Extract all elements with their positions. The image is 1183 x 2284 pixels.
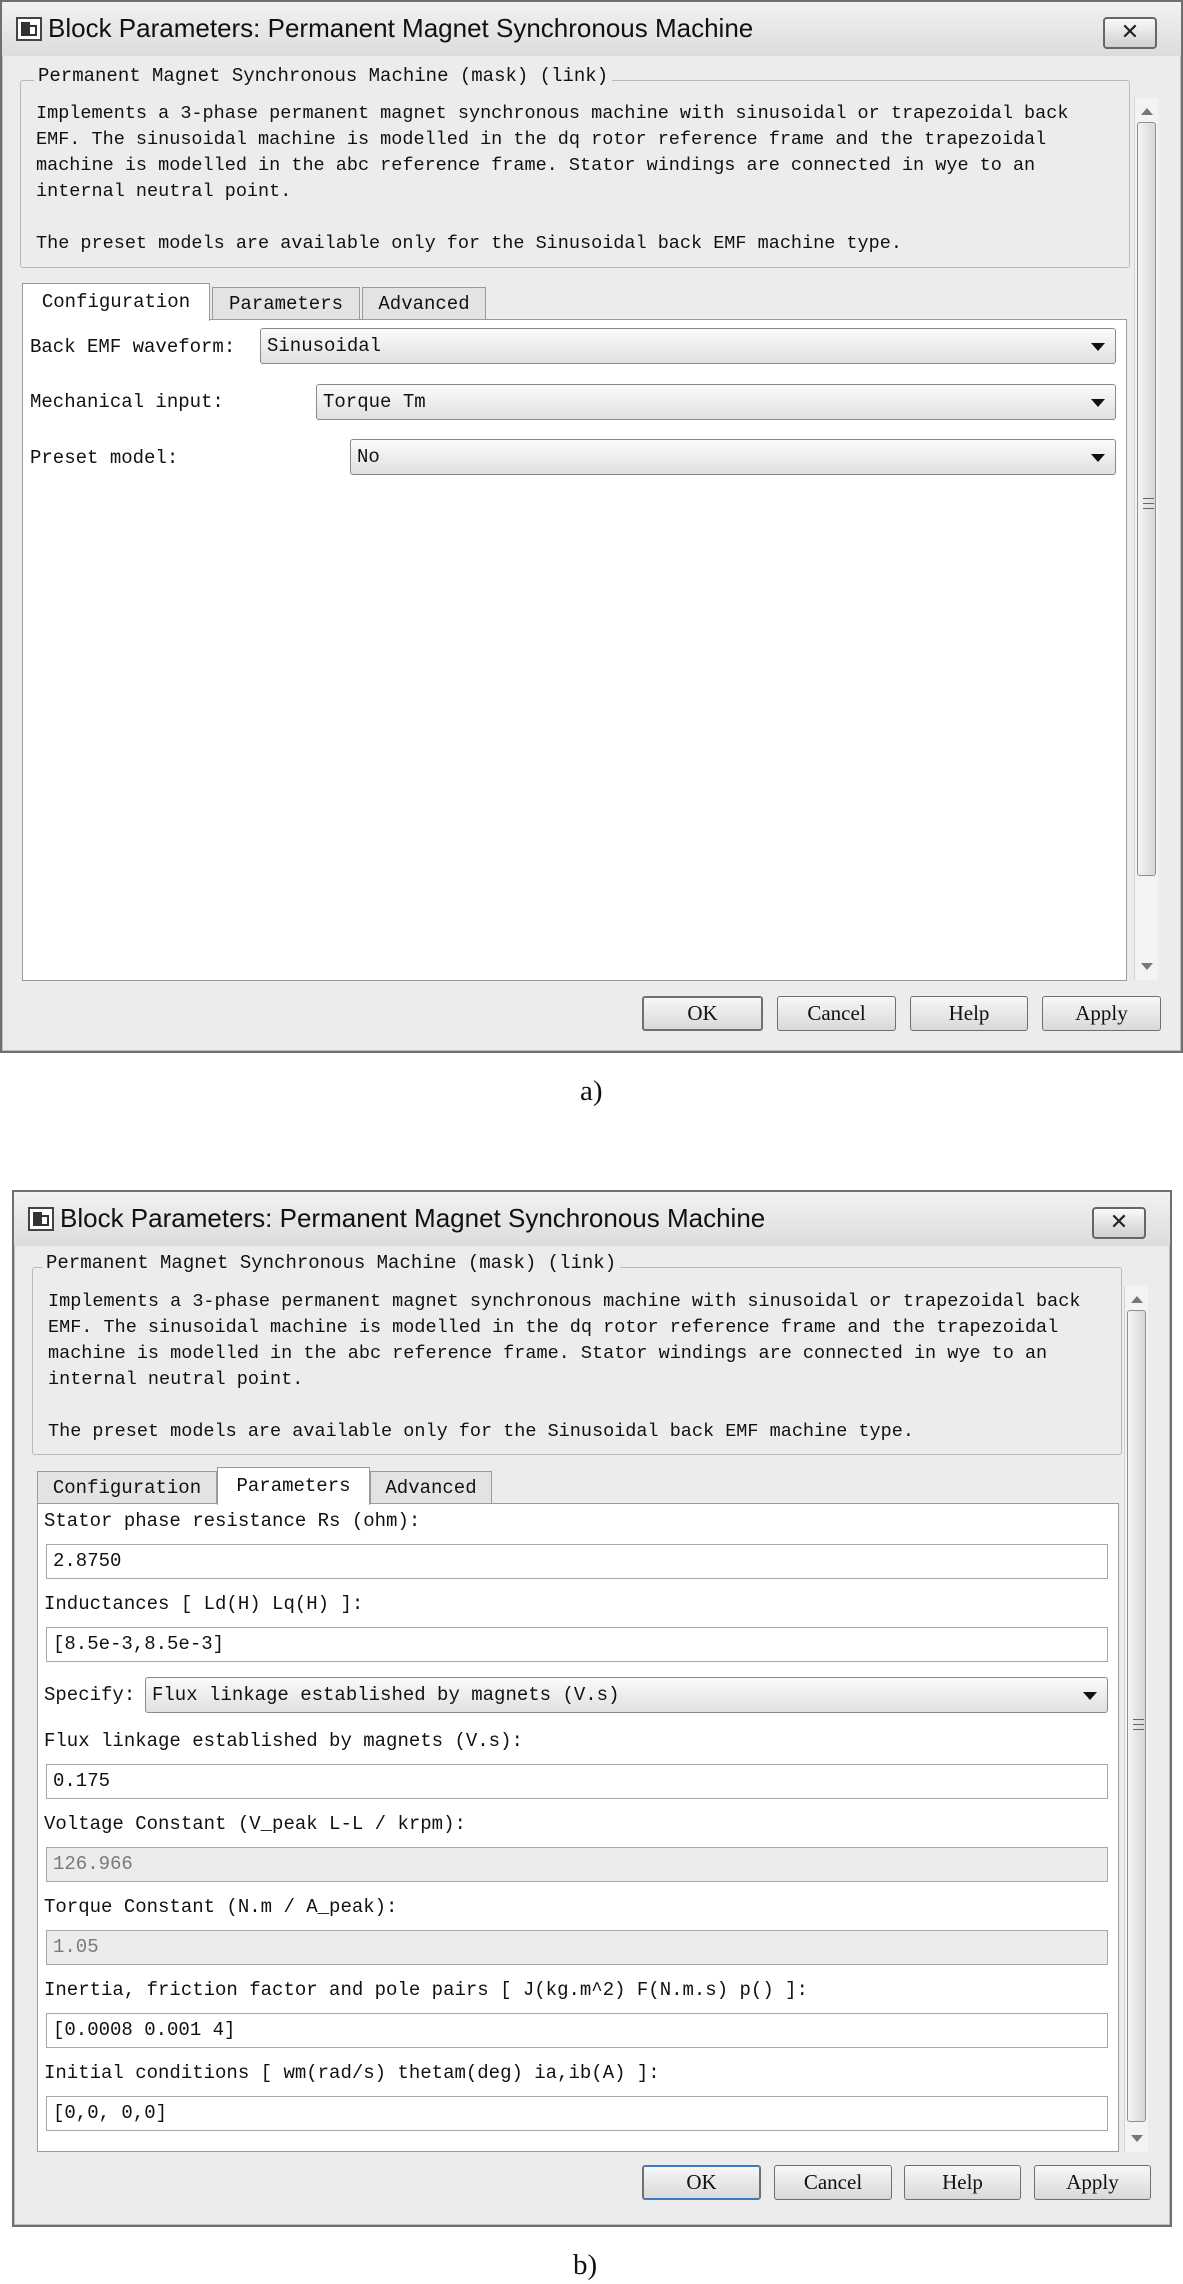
preset-model-dropdown[interactable] <box>350 439 1116 475</box>
group-title: Permanent Magnet Synchronous Machine (mask) (link) <box>42 1252 620 1274</box>
close-button[interactable]: ✕ <box>1092 1207 1146 1239</box>
block-description: Implements a 3-phase permanent magnet synchronous machine with sinusoidal or trapezoidal back EMF. The sinusoidal machine is modelled in the dq rotor reference frame and the trapezoidal machine is modelled in the abc reference frame. Stator windings are connected in wye to an internal neutral point. The preset models are available only for the Sinusoidal back EMF machine type. <box>48 1291 1081 1442</box>
chevron-down-icon <box>1091 454 1105 462</box>
grip-icon <box>1143 508 1154 509</box>
caption-b: b) <box>573 2249 598 2281</box>
dialog-a <box>0 0 1183 1053</box>
specify-label: Specify: <box>44 1684 136 1706</box>
caption-a: a) <box>580 1075 603 1107</box>
dialog-a-title: Block Parameters: Permanent Magnet Synchronous Machine <box>48 13 754 43</box>
chevron-down-icon <box>1083 1692 1097 1700</box>
flux-linkage-field[interactable]: 0.175 <box>46 1764 1108 1799</box>
scroll-thumb[interactable] <box>1127 1310 1146 2122</box>
vertical-scrollbar[interactable] <box>1134 98 1158 980</box>
initial-conditions-field[interactable]: [0,0, 0,0] <box>46 2096 1108 2131</box>
grip-icon <box>1133 1724 1144 1725</box>
dialog-b-title: Block Parameters: Permanent Magnet Synchronous Machine <box>60 1203 766 1233</box>
scroll-thumb[interactable] <box>1137 122 1156 876</box>
tab-parameters[interactable]: Parameters <box>217 1467 370 1505</box>
scroll-down-icon[interactable] <box>1131 2135 1143 2142</box>
apply-button[interactable]: Apply <box>1034 2165 1151 2200</box>
dialog-a-titlebar[interactable] <box>2 2 1181 56</box>
block-icon <box>16 17 42 41</box>
stator-resistance-field[interactable]: 2.8750 <box>46 1544 1108 1579</box>
torque-constant-field: 1.05 <box>46 1930 1108 1965</box>
preset-model-value: No <box>357 446 380 468</box>
grip-icon <box>1133 1729 1144 1730</box>
mechanical-input-dropdown[interactable] <box>316 384 1116 420</box>
mechanical-input-label: Mechanical input: <box>30 391 224 413</box>
mechanical-input-value: Torque Tm <box>323 391 426 413</box>
scroll-down-icon[interactable] <box>1141 963 1153 970</box>
close-button[interactable]: ✕ <box>1103 17 1157 49</box>
block-description: Implements a 3-phase permanent magnet synchronous machine with sinusoidal or trapezoidal back EMF. The sinusoidal machine is modelled in the dq rotor reference frame and the trapezoidal machine is modelled in the abc reference frame. Stator windings are connected in wye to an internal neutral point. The preset models are available only for the Sinusoidal back EMF machine type. <box>36 103 1069 254</box>
cancel-button[interactable]: Cancel <box>774 2165 892 2200</box>
block-icon <box>28 1207 54 1231</box>
tab-advanced[interactable]: Advanced <box>370 1471 492 1504</box>
grip-icon <box>1143 498 1154 499</box>
scroll-up-icon[interactable] <box>1131 1296 1143 1303</box>
cancel-button[interactable]: Cancel <box>777 996 896 1031</box>
initial-conditions-label: Initial conditions [ wm(rad/s) thetam(deg) ia,ib(A) ]: <box>44 2062 660 2084</box>
inductances-field[interactable]: [8.5e-3,8.5e-3] <box>46 1627 1108 1662</box>
specify-dropdown[interactable] <box>145 1677 1108 1713</box>
torque-constant-label: Torque Constant (N.m / A_peak): <box>44 1896 398 1918</box>
voltage-constant-field: 126.966 <box>46 1847 1108 1882</box>
tab-parameters[interactable]: Parameters <box>212 287 360 320</box>
tab-configuration[interactable]: Configuration <box>22 283 210 321</box>
help-button[interactable]: Help <box>904 2165 1021 2200</box>
grip-icon <box>1143 503 1154 504</box>
dialog-b-titlebar[interactable] <box>14 1192 1170 1246</box>
vertical-scrollbar[interactable] <box>1124 1286 1148 2152</box>
preset-model-label: Preset model: <box>30 447 179 469</box>
tab-advanced[interactable]: Advanced <box>362 287 486 320</box>
stator-resistance-label: Stator phase resistance Rs (ohm): <box>44 1510 421 1532</box>
chevron-down-icon <box>1091 399 1105 407</box>
specify-value: Flux linkage established by magnets (V.s) <box>152 1684 620 1706</box>
grip-icon <box>1133 1719 1144 1720</box>
back-emf-label: Back EMF waveform: <box>30 336 236 358</box>
tab-configuration[interactable]: Configuration <box>37 1471 217 1504</box>
voltage-constant-label: Voltage Constant (V_peak L-L / krpm): <box>44 1813 466 1835</box>
flux-linkage-label: Flux linkage established by magnets (V.s): <box>44 1730 523 1752</box>
chevron-down-icon <box>1091 343 1105 351</box>
ok-button[interactable]: OK <box>642 2165 761 2200</box>
ok-button[interactable]: OK <box>642 996 763 1031</box>
back-emf-value: Sinusoidal <box>267 335 382 357</box>
inertia-field[interactable]: [0.0008 0.001 4] <box>46 2013 1108 2048</box>
back-emf-dropdown[interactable] <box>260 328 1116 364</box>
dialog-b <box>12 1190 1172 2227</box>
help-button[interactable]: Help <box>910 996 1028 1031</box>
scroll-up-icon[interactable] <box>1141 108 1153 115</box>
inductances-label: Inductances [ Ld(H) Lq(H) ]: <box>44 1593 364 1615</box>
group-title: Permanent Magnet Synchronous Machine (mask) (link) <box>34 65 612 87</box>
apply-button[interactable]: Apply <box>1042 996 1161 1031</box>
inertia-label: Inertia, friction factor and pole pairs [ J(kg.m^2) F(N.m.s) p() ]: <box>44 1979 808 2001</box>
